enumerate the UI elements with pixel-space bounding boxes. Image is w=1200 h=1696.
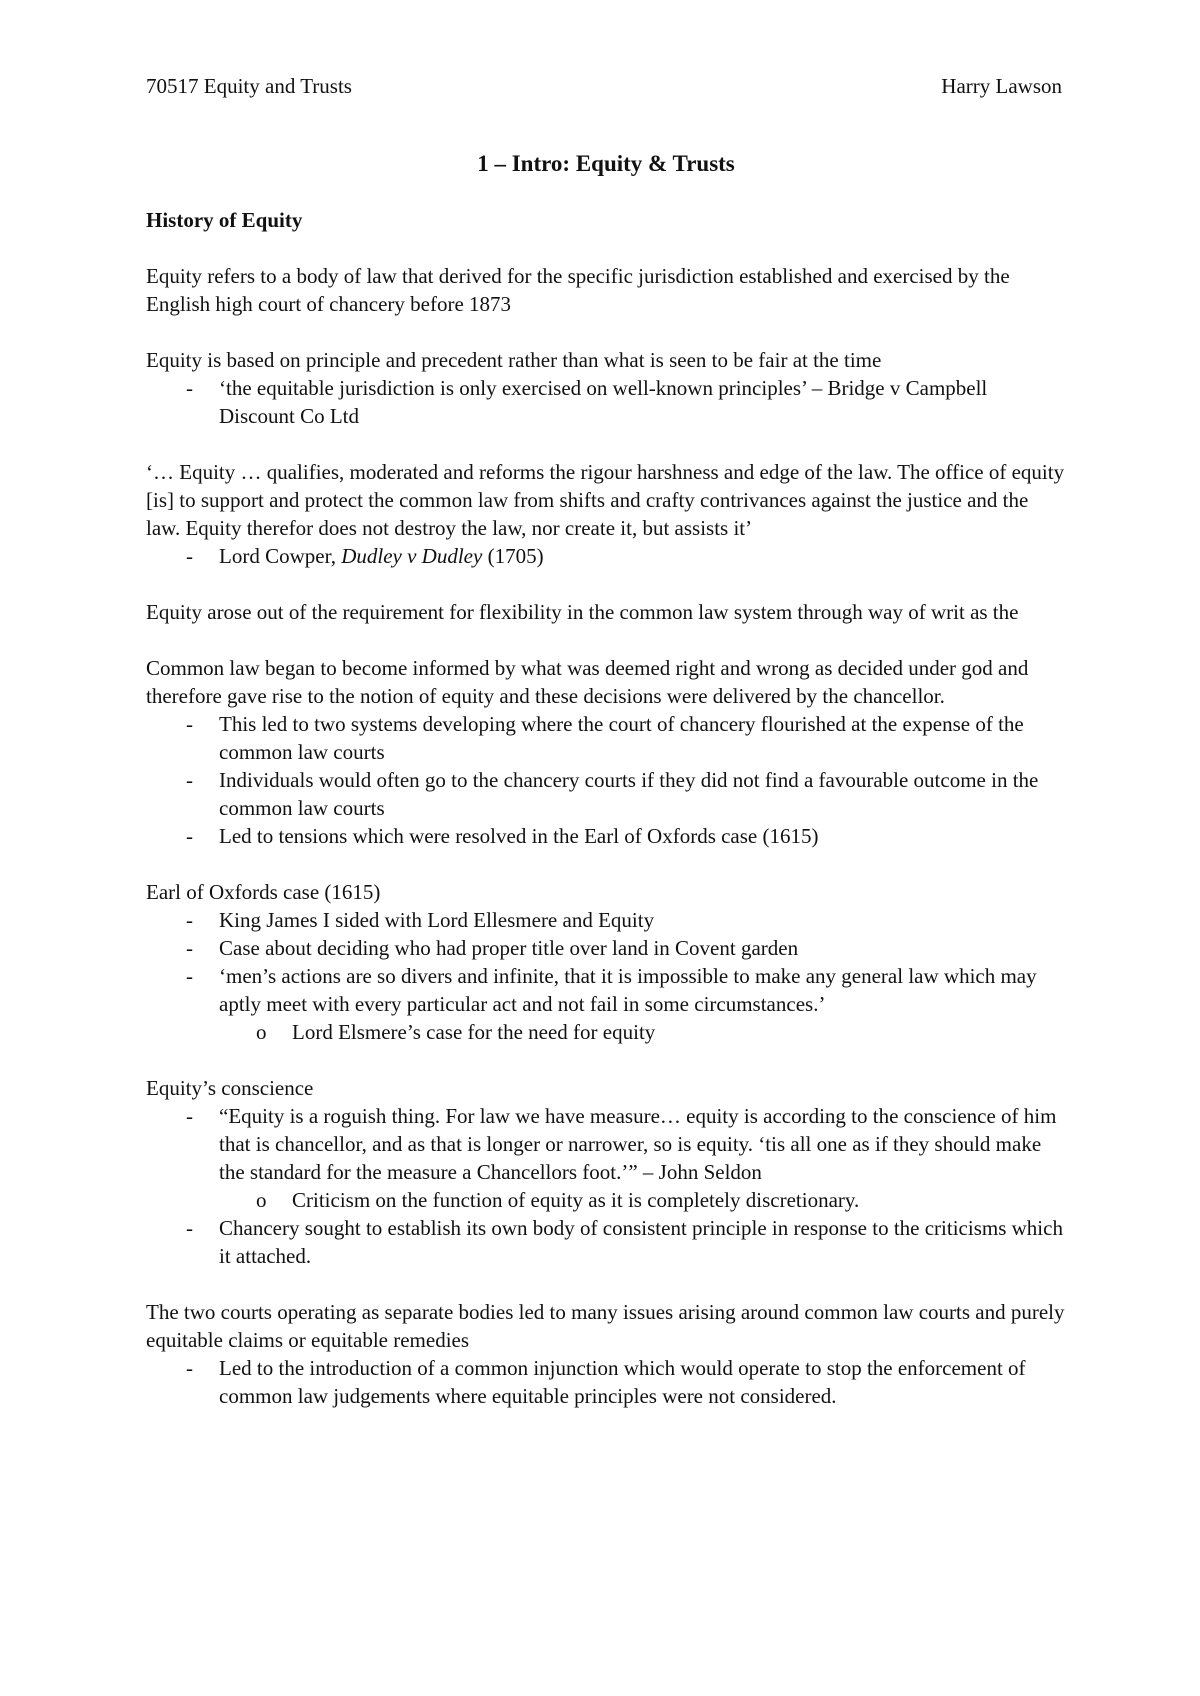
paragraph-principle: Equity is based on principle and precedent rather than what is seen to be fair at the time [146,348,882,372]
list-item [146,906,1066,934]
list-item [146,934,1066,962]
circle-marker: o [256,1188,267,1212]
list-item [146,1214,1066,1270]
bullet-list-quote [146,542,1066,570]
list-item-text: ‘the equitable jurisdiction is only exercised on well-known principles’ – Bridge v Campbell Discount Co Ltd [219,376,988,428]
dash-marker: - [186,712,193,736]
dash-marker: - [186,964,193,988]
bullet-list-common-law [146,710,1066,850]
bullet-list-principle [146,374,1066,430]
sub-bullet-list-earl-of-oxford [146,1018,1066,1046]
list-item-text: Chancery sought to establish its own body of consistent principle in response to the criticisms which it attached. [219,1216,1063,1268]
list-item [146,542,1066,570]
dash-marker: - [186,1104,193,1128]
header-author: Harry Lawson [941,74,1062,98]
spacer [146,570,1066,598]
list-item [146,1102,1066,1186]
spacer [146,430,1066,458]
quote-attribution-prefix: Lord Cowper, [219,544,342,568]
document-body [146,150,1066,1410]
dash-marker: - [186,768,193,792]
paragraph-definition: Equity refers to a body of law that derived for the specific jurisdiction established and exercised by the English high court of chancery before 1873 [146,264,1010,316]
list-item [146,822,1066,850]
section-heading: History of Equity [146,208,303,232]
sub-list-item-text: Criticism on the function of equity as it is completely discretionary. [292,1188,860,1212]
list-item-text: Led to tensions which were resolved in the Earl of Oxfords case (1615) [219,824,819,848]
paragraph-earl-of-oxford: Earl of Oxfords case (1615) [146,880,381,904]
case-name: Dudley v Dudley [341,544,483,568]
spacer [146,626,1066,654]
bullet-list-conscience [146,1102,1066,1186]
paragraph-conscience: Equity’s conscience [146,1076,314,1100]
circle-marker: o [256,1020,267,1044]
header-course: 70517 Equity and Trusts [146,74,352,98]
list-item [146,1354,1066,1410]
list-item-text: This led to two systems developing where the court of chancery flourished at the expense of the common law courts [219,712,1024,764]
dash-marker: - [186,936,193,960]
paragraph-common-law: Common law began to become informed by what was deemed right and wrong as decided under god and therefore gave rise to the notion of equity and these decisions were delivered by the chancellor. [146,656,1029,708]
sub-list-item-text: Lord Elsmere’s case for the need for equity [292,1020,656,1044]
paragraph-two-courts: The two courts operating as separate bodies led to many issues arising around common law courts and purely equitable claims or equitable remedies [146,1300,1065,1352]
list-item-text: “Equity is a roguish thing. For law we have measure… equity is according to the conscience of him that is chancellor, and as that is longer or narrower, so is equity. ‘tis all one as if they should make the standard for the measure a Chancellors foot.’” – John Seldon [219,1104,1057,1184]
page-header [146,72,1062,100]
spacer [146,1270,1066,1298]
bullet-list-conscience-continued [146,1214,1066,1270]
quote-attribution-suffix: (1705) [482,544,544,568]
list-item [146,766,1066,822]
sub-list-item [146,1018,1066,1046]
list-item [146,710,1066,766]
spacer [146,850,1066,878]
dash-marker: - [186,1216,193,1240]
dash-marker: - [186,908,193,932]
spacer [146,318,1066,346]
list-item-text: Individuals would often go to the chancery courts if they did not find a favourable outcome in the common law courts [219,768,1039,820]
sub-list-item [146,1186,1066,1214]
list-item-text: ‘men’s actions are so divers and infinite, that it is impossible to make any general law which may aptly meet with every particular act and not fail in some circumstances.’ [219,964,1037,1016]
dash-marker: - [186,376,193,400]
list-item-text: Case about deciding who had proper title over land in Covent garden [219,936,799,960]
bullet-list-earl-of-oxford [146,906,1066,1018]
spacer [146,1046,1066,1074]
sub-bullet-list-conscience [146,1186,1066,1214]
quote-cowper: ‘… Equity … qualifies, moderated and reforms the rigour harshness and edge of the law. The office of equity [is] to support and protect the common law from shifts and crafty contrivances against the justice and the law. Equity therefor does not destroy the law, nor create it, but assists it’ [146,460,1065,540]
dash-marker: - [186,824,193,848]
document-title: 1 – Intro: Equity & Trusts [477,151,735,176]
list-item-text: Led to the introduction of a common injunction which would operate to stop the enforcement of common law judgements where equitable principles were not considered. [219,1356,1026,1408]
list-item-text: King James I sided with Lord Ellesmere and Equity [219,908,655,932]
paragraph-flexibility: Equity arose out of the requirement for flexibility in the common law system through way of writ as the [146,600,1019,624]
dash-marker: - [186,1356,193,1380]
list-item [146,374,1066,430]
list-item [146,962,1066,1018]
dash-marker: - [186,544,193,568]
bullet-list-two-courts [146,1354,1066,1410]
